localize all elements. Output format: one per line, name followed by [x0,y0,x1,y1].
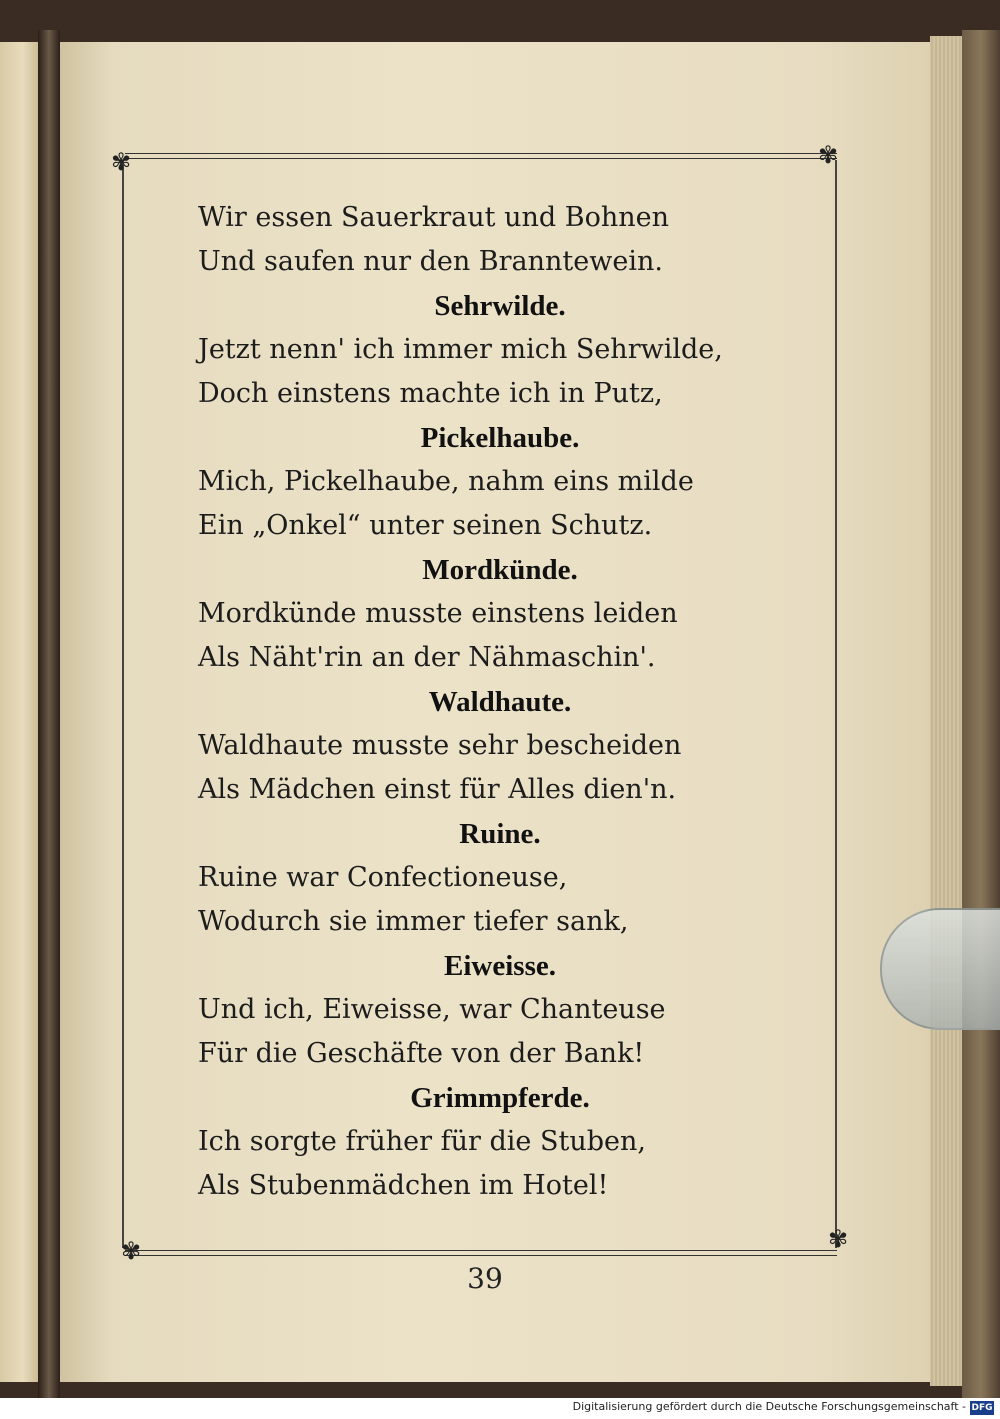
corner-fleuron-icon: ✾ [817,141,839,169]
page-number: 39 [467,1262,503,1295]
page-stack-edge [930,36,966,1386]
frame-top-border [125,153,837,159]
verse-line: Mordkünde musste einstens leiden [198,598,678,629]
left-page-edge [0,42,38,1382]
verse-line: Ich sorgte früher für die Stuben, [198,1126,646,1157]
speaker-heading: Pickelhaube. [420,422,580,454]
frame-bottom-border [125,1250,837,1256]
verse-line: Als Näht'rin an der Nähmaschin'. [198,642,656,673]
poem-text [140,196,820,1208]
book-spine [38,30,60,1400]
verse-line: Wir essen Sauerkraut und Bohnen [198,202,669,233]
corner-fleuron-icon: ✾ [827,1225,849,1253]
corner-fleuron-icon: ✾ [110,148,132,176]
footer-bar [0,1398,1000,1419]
speaker-heading: Waldhaute. [428,686,572,718]
page-clip [880,908,1000,1030]
verse-line: Doch einstens machte ich in Putz, [198,378,663,409]
speaker-heading: Mordkünde. [422,554,578,586]
corner-fleuron-icon: ✾ [120,1237,142,1265]
verse-line: Als Stubenmädchen im Hotel! [198,1170,609,1201]
verse-line: Und saufen nur den Branntewein. [198,246,663,277]
verse-line: Wodurch sie immer tiefer sank, [198,906,629,937]
speaker-heading: Sehrwilde. [434,290,566,322]
verse-line: Als Mädchen einst für Alles dien'n. [198,774,677,805]
dfg-logo: DFG [971,1403,993,1413]
verse-line: Für die Geschäfte von der Bank! [198,1038,645,1069]
frame-left-border [122,160,124,1248]
verse-line: Ein „Onkel“ unter seinen Schutz. [198,510,653,541]
book-cover-edge [962,30,1000,1400]
speaker-heading: Ruine. [459,818,541,850]
verse-line: Und ich, Eiweisse, war Chanteuse [198,994,666,1025]
frame-right-border [835,160,837,1248]
footer-credit: Digitalisierung gefördert durch die Deutsche Forschungsgemeinschaft - [572,1400,966,1413]
verse-line: Ruine war Confectioneuse, [198,862,568,893]
speaker-heading: Grimmpferde. [410,1082,590,1114]
verse-line: Mich, Pickelhaube, nahm eins milde [198,466,694,497]
speaker-heading: Eiweisse. [444,950,556,982]
verse-line: Waldhaute musste sehr bescheiden [198,730,682,761]
verse-line: Jetzt nenn' ich immer mich Sehrwilde, [198,334,723,365]
